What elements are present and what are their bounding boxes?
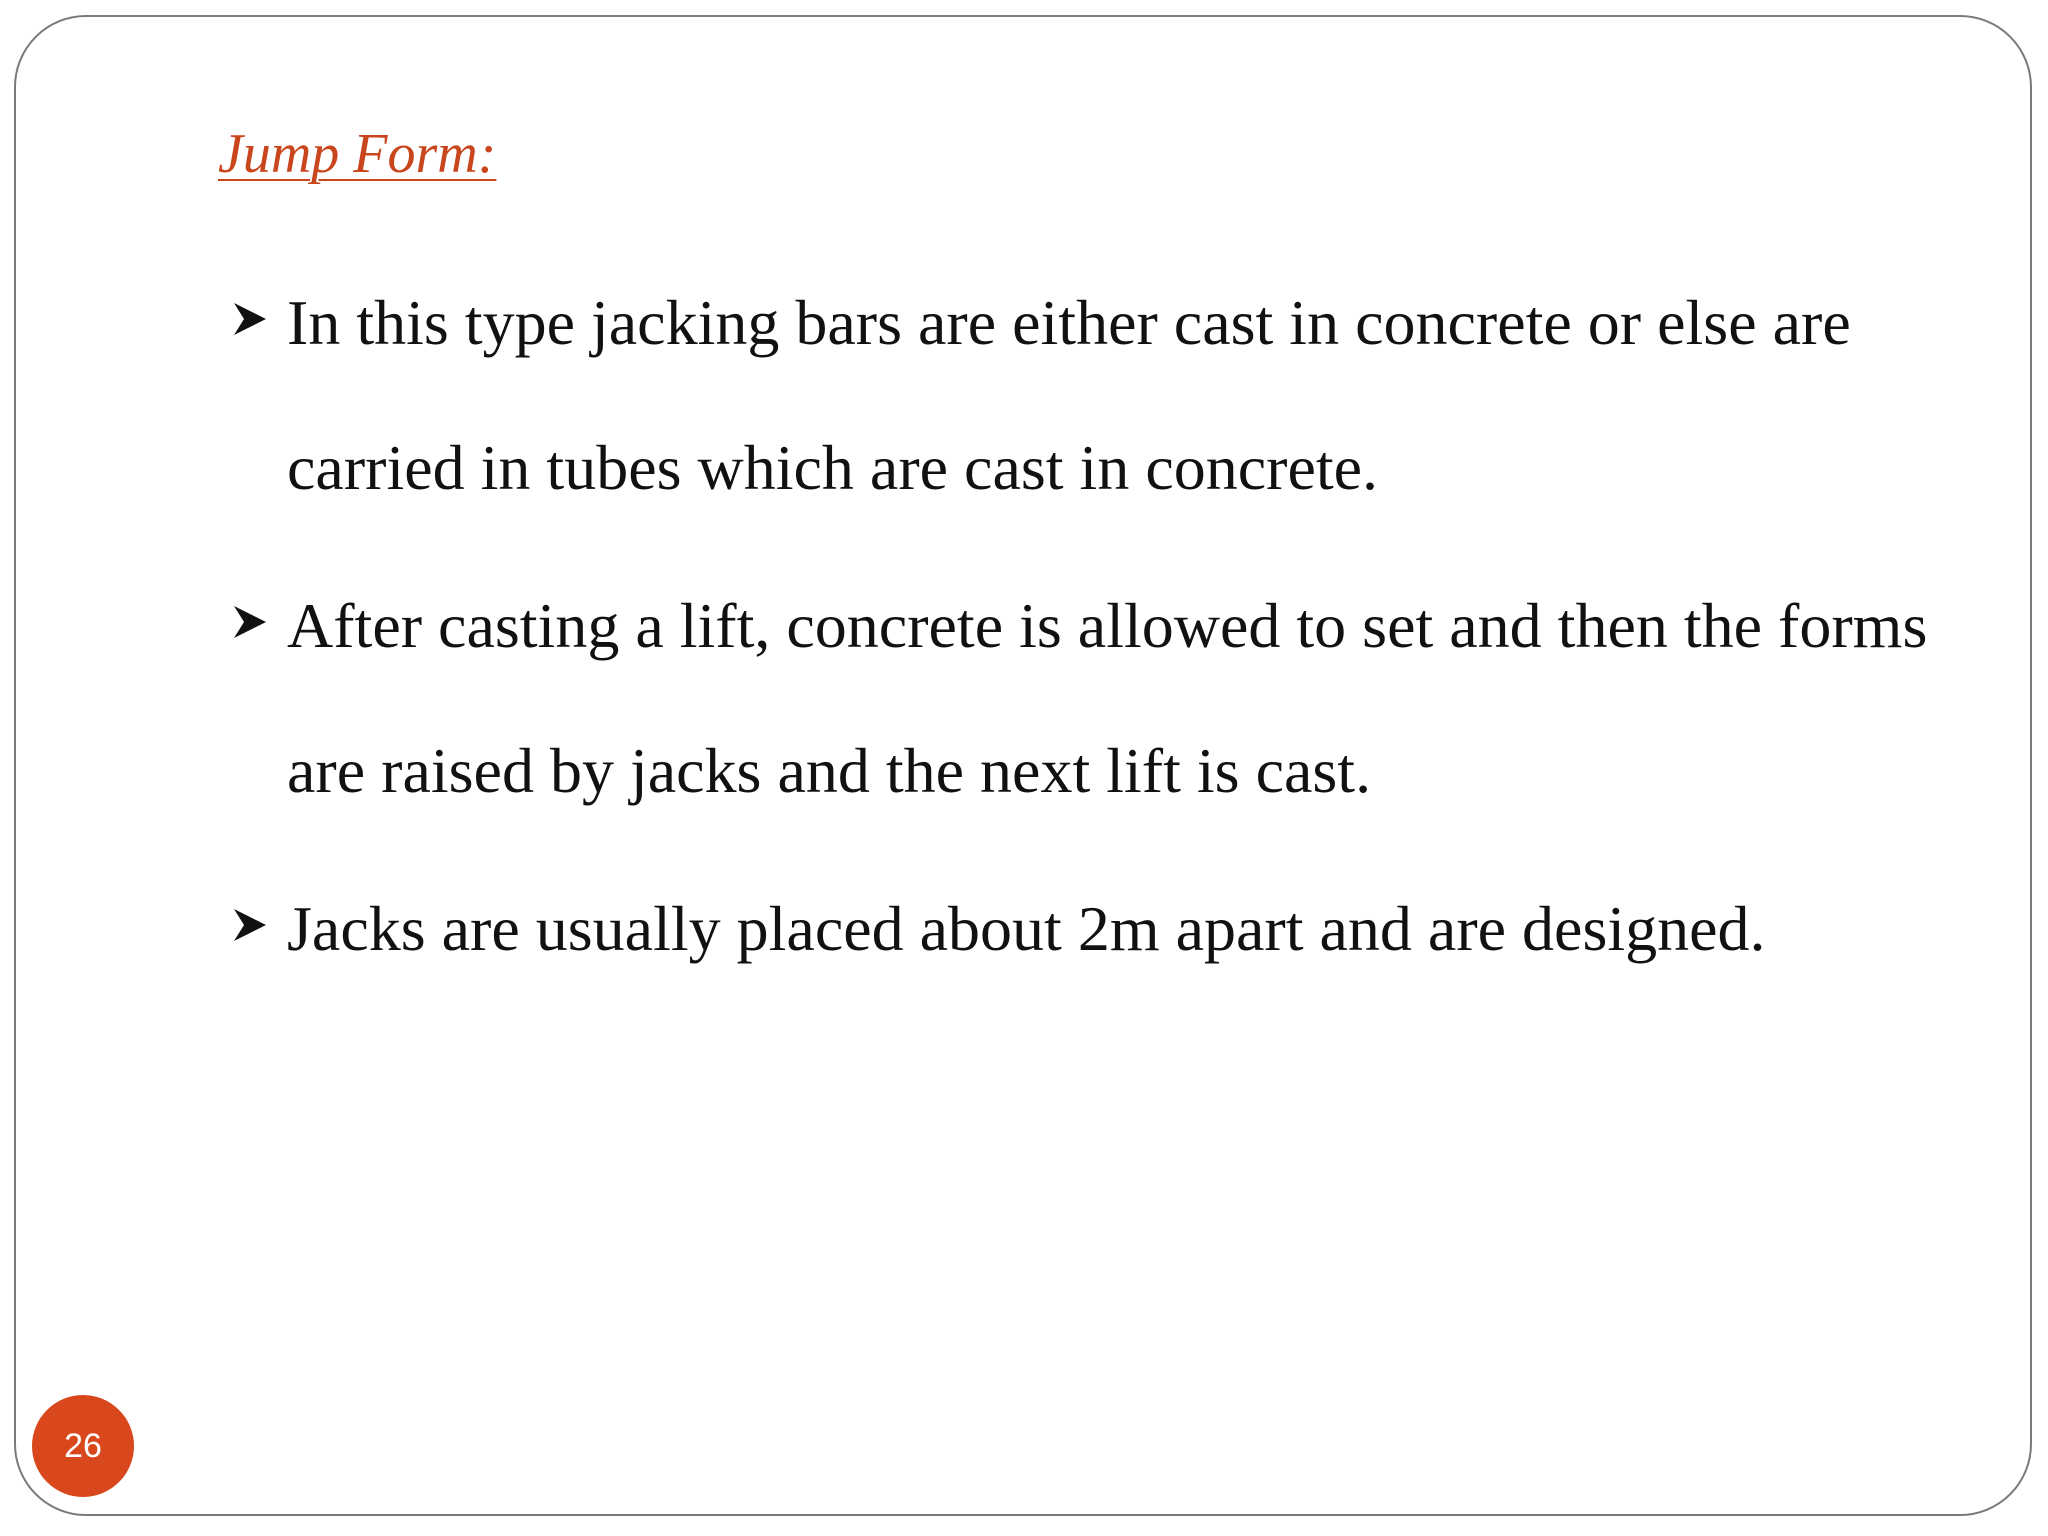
bullet-text-jacks-spacing: Jacks are usually placed about 2m apart and are designed. [287,893,1766,964]
bullet-text-jacking-bars: In this type jacking bars are either cast in concrete or else are carried in tubes which are cast in concrete. [287,287,1851,503]
page-number-badge: 26 [32,1395,134,1497]
bullet-item-jacking-bars [230,250,1950,540]
arrowhead-bullet-icon [230,602,270,642]
bullet-list [230,250,1950,1014]
slide-title: Jump Form: [218,123,497,185]
bullet-item-jacks-spacing [230,856,1950,1001]
bullet-item-casting-lift [230,553,1950,843]
arrowhead-bullet-icon [230,905,270,945]
bullet-text-casting-lift: After casting a lift, concrete is allowed to set and then the forms are raised by jacks and the next lift is cast. [287,590,1928,806]
arrowhead-bullet-icon [230,299,270,339]
